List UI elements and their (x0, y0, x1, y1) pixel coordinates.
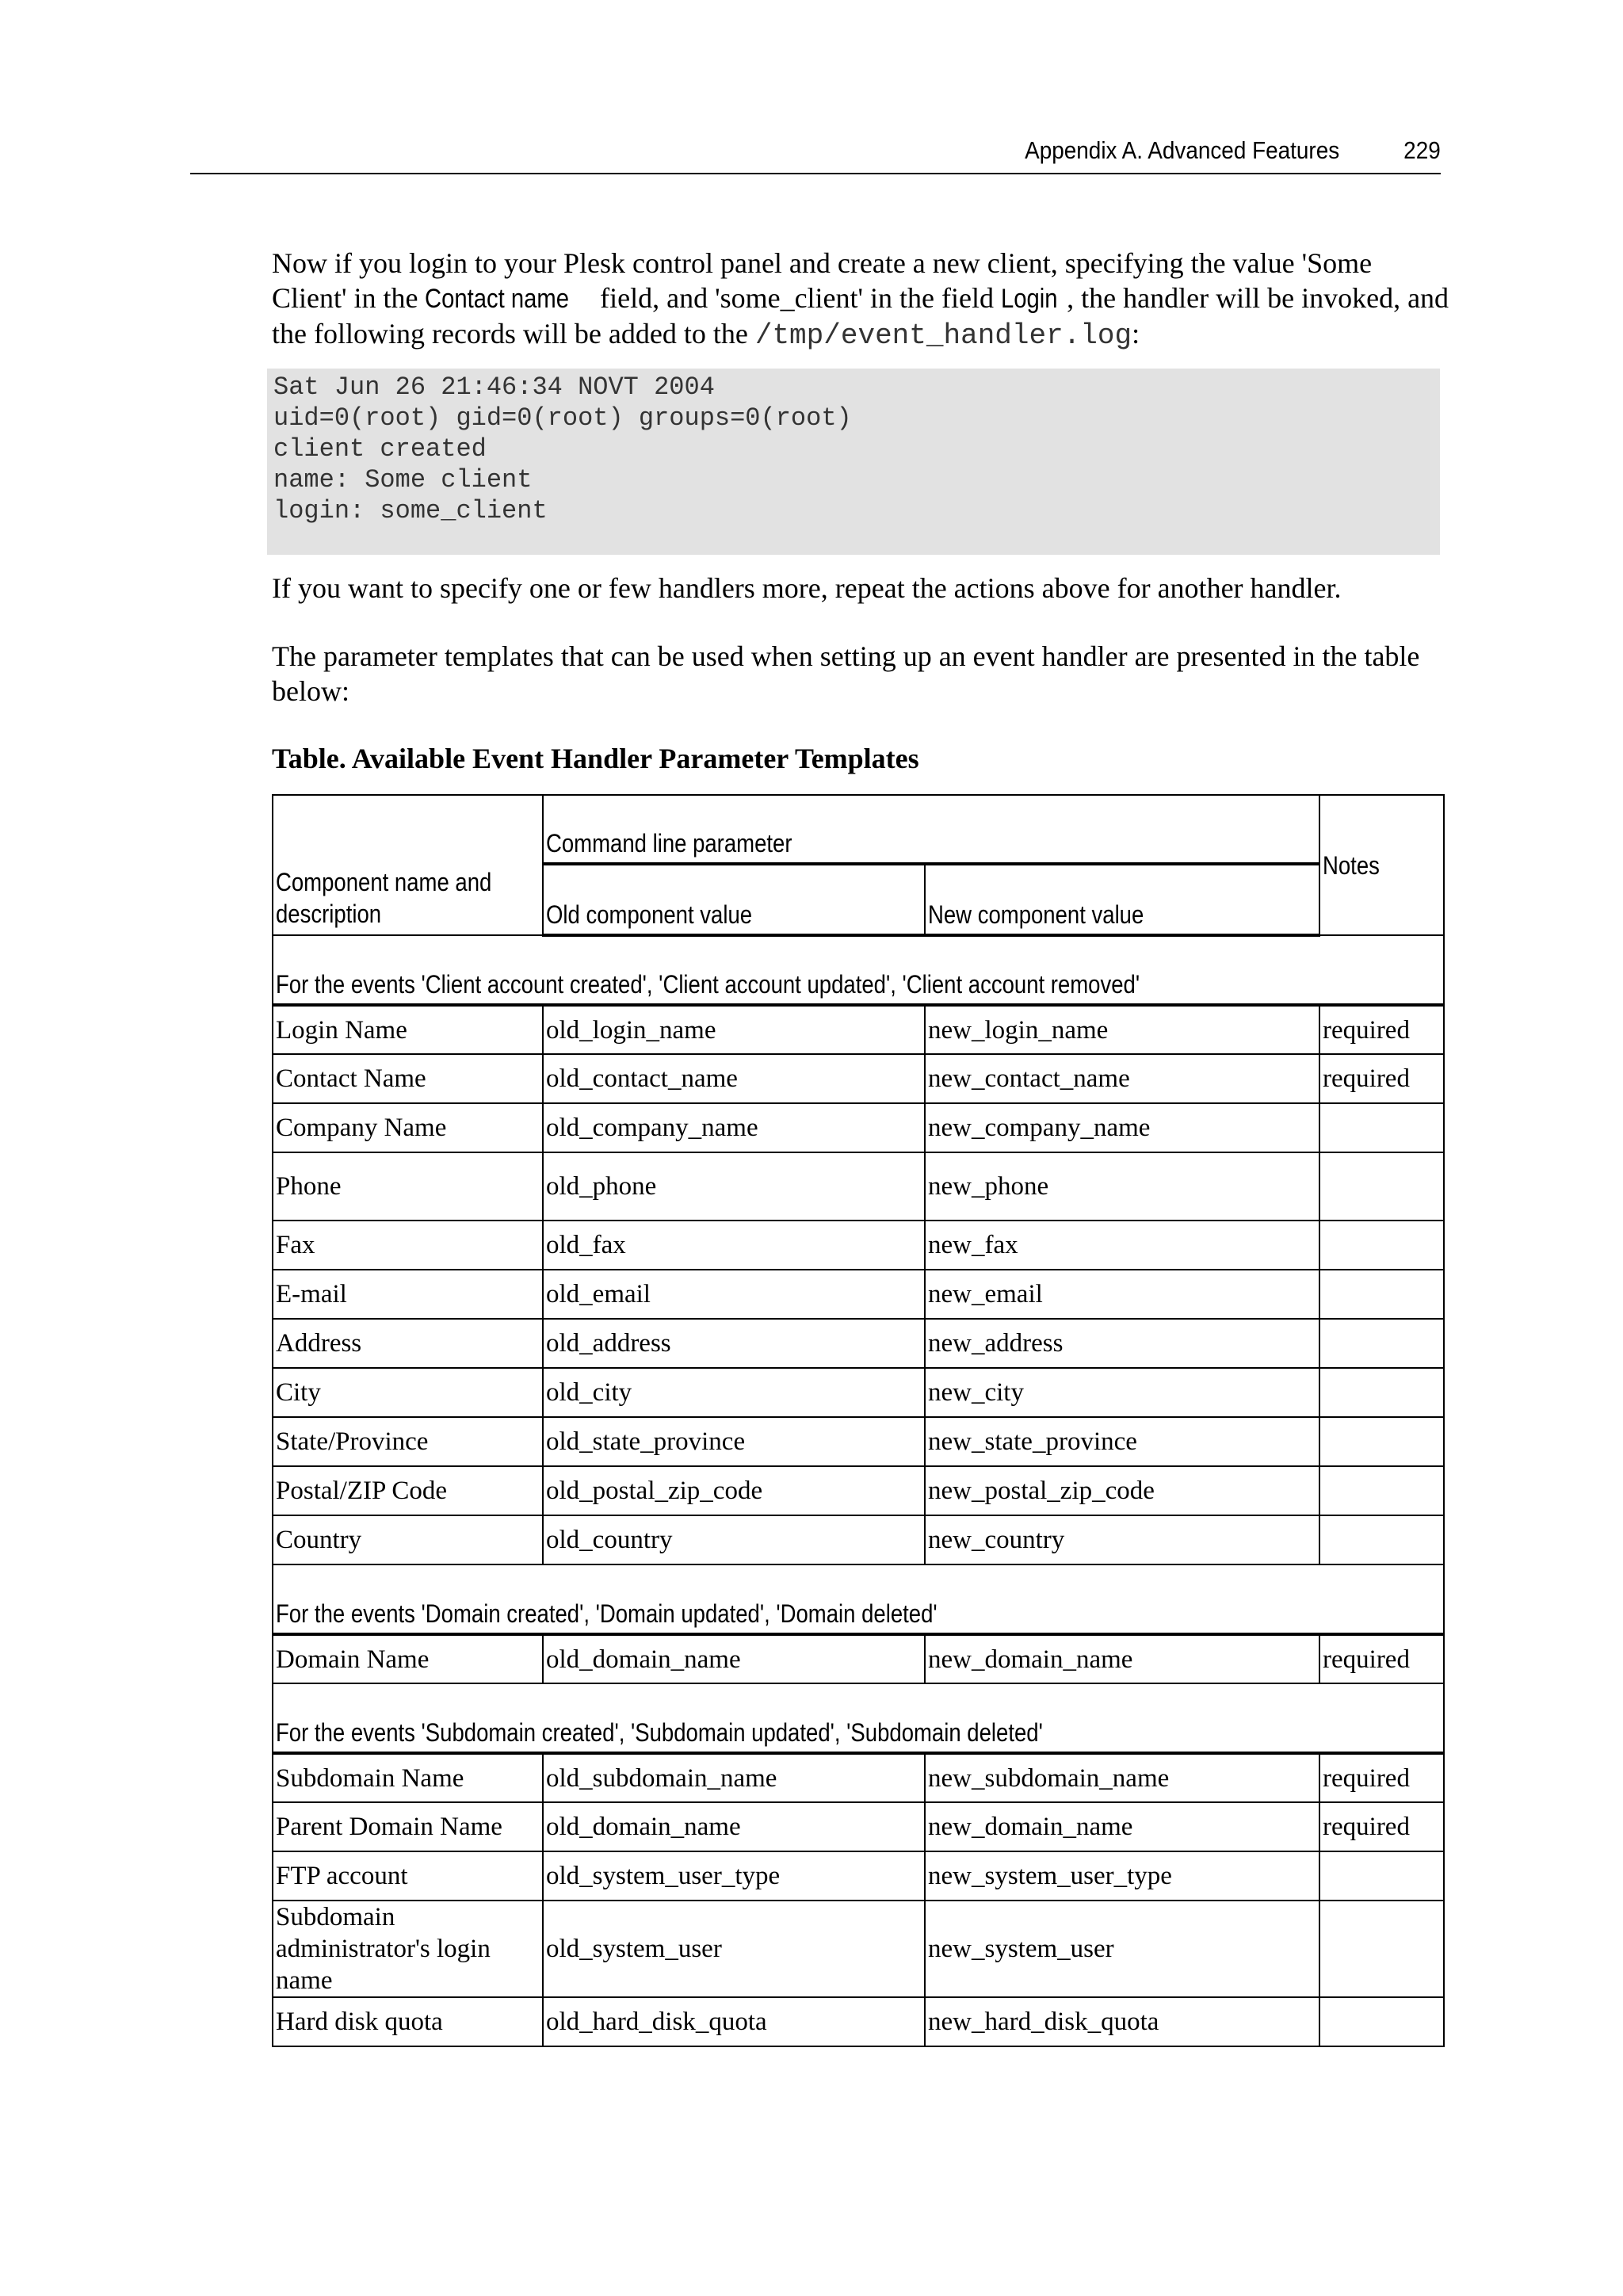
new-value-cell: new_system_user (925, 1901, 1319, 1997)
parameter-templates-table (272, 794, 1445, 2047)
old-value-cell: old_address (543, 1319, 925, 1368)
new-value-cell: new_system_user_type (925, 1851, 1319, 1901)
component-cell: Subdomain administrator's login name (273, 1901, 543, 1997)
new-value-cell: new_city (925, 1368, 1319, 1417)
notes-cell (1319, 1319, 1444, 1368)
new-value-cell: new_contact_name (925, 1054, 1319, 1103)
component-cell: Address (273, 1319, 543, 1368)
new-value-cell: new_subdomain_name (925, 1753, 1319, 1802)
old-value-cell: old_hard_disk_quota (543, 1997, 925, 2046)
running-header-title: Appendix A. Advanced Features (1024, 136, 1339, 164)
notes-cell (1319, 1997, 1444, 2046)
notes-cell (1319, 1466, 1444, 1515)
component-cell: Phone (273, 1152, 543, 1221)
login-label: Login (1000, 284, 1058, 314)
table-row (273, 1634, 1444, 1683)
new-value-cell: new_fax (925, 1221, 1319, 1270)
table-row (273, 1802, 1444, 1851)
notes-cell (1319, 1270, 1444, 1319)
table-row (273, 1851, 1444, 1901)
old-value-cell: old_fax (543, 1221, 925, 1270)
code-line: login: some_client (273, 496, 548, 525)
notes-cell (1319, 1152, 1444, 1221)
group-heading: For the events 'Subdomain created', 'Subdomain updated', 'Subdomain deleted' (273, 1683, 1444, 1753)
templates-paragraph: The parameter templates that can be used when setting up an event handler are presented in the table below: (272, 640, 1420, 707)
notes-cell (1319, 1901, 1444, 1997)
intro-text-1: Now if you login to your Plesk control panel and create a new client, specifying the value 'Some Client' in the (272, 247, 1373, 314)
component-cell: E-mail (273, 1270, 543, 1319)
component-cell: Fax (273, 1221, 543, 1270)
new-value-cell: new_domain_name (925, 1802, 1319, 1851)
intro-text-3: , the handler will be invoked, and the following records will be added to the (272, 282, 1449, 350)
old-value-cell: old_subdomain_name (543, 1753, 925, 1802)
new-value-cell: new_domain_name (925, 1634, 1319, 1683)
contact-name-label: Contact name (425, 284, 570, 314)
table-row (273, 1152, 1444, 1221)
old-value-cell: old_city (543, 1368, 925, 1417)
handlers-paragraph: If you want to specify one or few handlers more, repeat the actions above for another handler. (272, 572, 1342, 604)
new-value-cell: new_phone (925, 1152, 1319, 1221)
table-row (273, 1270, 1444, 1319)
code-line: name: Some client (273, 465, 533, 495)
old-value-cell: old_domain_name (543, 1634, 925, 1683)
old-value-cell: old_domain_name (543, 1802, 925, 1851)
old-value-cell: old_country (543, 1515, 925, 1564)
old-value-cell: old_email (543, 1270, 925, 1319)
table-row (273, 1005, 1444, 1054)
table-row (273, 1319, 1444, 1368)
notes-cell: required (1319, 1802, 1444, 1851)
new-value-cell: new_postal_zip_code (925, 1466, 1319, 1515)
old-value-cell: old_system_user_type (543, 1851, 925, 1901)
code-line: Sat Jun 26 21:46:34 NOVT 2004 (273, 372, 715, 402)
header-old-value: Old component value (543, 864, 925, 935)
group-heading: For the events 'Client account created', 'Client account updated', 'Client account removed' (273, 935, 1444, 1005)
notes-cell (1319, 1515, 1444, 1564)
group-heading: For the events 'Domain created', 'Domain updated', 'Domain deleted' (273, 1564, 1444, 1634)
table-row (273, 1753, 1444, 1802)
notes-cell (1319, 1417, 1444, 1466)
component-cell: Company Name (273, 1103, 543, 1152)
notes-cell (1319, 1103, 1444, 1152)
component-cell: Subdomain Name (273, 1753, 543, 1802)
old-value-cell: old_postal_zip_code (543, 1466, 925, 1515)
component-cell: State/Province (273, 1417, 543, 1466)
table-row (273, 1997, 1444, 2046)
code-line: client created (273, 434, 487, 464)
component-cell: Hard disk quota (273, 1997, 543, 2046)
code-line: uid=0(root) gid=0(root) groups=0(root) (273, 403, 852, 433)
new-value-cell: new_state_province (925, 1417, 1319, 1466)
component-cell: Login Name (273, 1005, 543, 1054)
header-notes: Notes (1319, 795, 1444, 935)
old-value-cell: old_system_user (543, 1901, 925, 1997)
table-row (273, 1221, 1444, 1270)
code-block (267, 369, 1440, 555)
notes-cell: required (1319, 1634, 1444, 1683)
old-value-cell: old_login_name (543, 1005, 925, 1054)
notes-cell (1319, 1368, 1444, 1417)
header-new-value: New component value (925, 864, 1319, 935)
table-row (273, 1515, 1444, 1564)
old-value-cell: old_company_name (543, 1103, 925, 1152)
new-value-cell: new_company_name (925, 1103, 1319, 1152)
new-value-cell: new_hard_disk_quota (925, 1997, 1319, 2046)
component-cell: Parent Domain Name (273, 1802, 543, 1851)
component-cell: Postal/ZIP Code (273, 1466, 543, 1515)
notes-cell: required (1319, 1054, 1444, 1103)
table-row (273, 1901, 1444, 1997)
log-file-path: /tmp/event_handler.log (754, 319, 1132, 352)
new-value-cell: new_address (925, 1319, 1319, 1368)
notes-cell: required (1319, 1005, 1444, 1054)
intro-text-4: : (1132, 318, 1140, 350)
table-row (273, 1368, 1444, 1417)
table-row (273, 1054, 1444, 1103)
page-number: 229 (1403, 136, 1441, 164)
component-cell: Contact Name (273, 1054, 543, 1103)
new-value-cell: new_email (925, 1270, 1319, 1319)
intro-text-2: field, and 'some_client' in the field (593, 282, 1001, 314)
header-component: Component name and description (273, 795, 543, 935)
table-caption: Table. Available Event Handler Parameter Templates (272, 743, 919, 774)
table-row (273, 1103, 1444, 1152)
notes-cell (1319, 1851, 1444, 1901)
table-row (273, 1466, 1444, 1515)
component-cell: City (273, 1368, 543, 1417)
notes-cell (1319, 1221, 1444, 1270)
table-row (273, 1417, 1444, 1466)
old-value-cell: old_phone (543, 1152, 925, 1221)
old-value-cell: old_state_province (543, 1417, 925, 1466)
component-cell: Country (273, 1515, 543, 1564)
component-cell: FTP account (273, 1851, 543, 1901)
new-value-cell: new_login_name (925, 1005, 1319, 1054)
component-cell: Domain Name (273, 1634, 543, 1683)
header-command-line: Command line parameter (543, 795, 1319, 864)
notes-cell: required (1319, 1753, 1444, 1802)
new-value-cell: new_country (925, 1515, 1319, 1564)
old-value-cell: old_contact_name (543, 1054, 925, 1103)
intro-paragraph (272, 246, 1453, 353)
page-header (190, 133, 1441, 174)
